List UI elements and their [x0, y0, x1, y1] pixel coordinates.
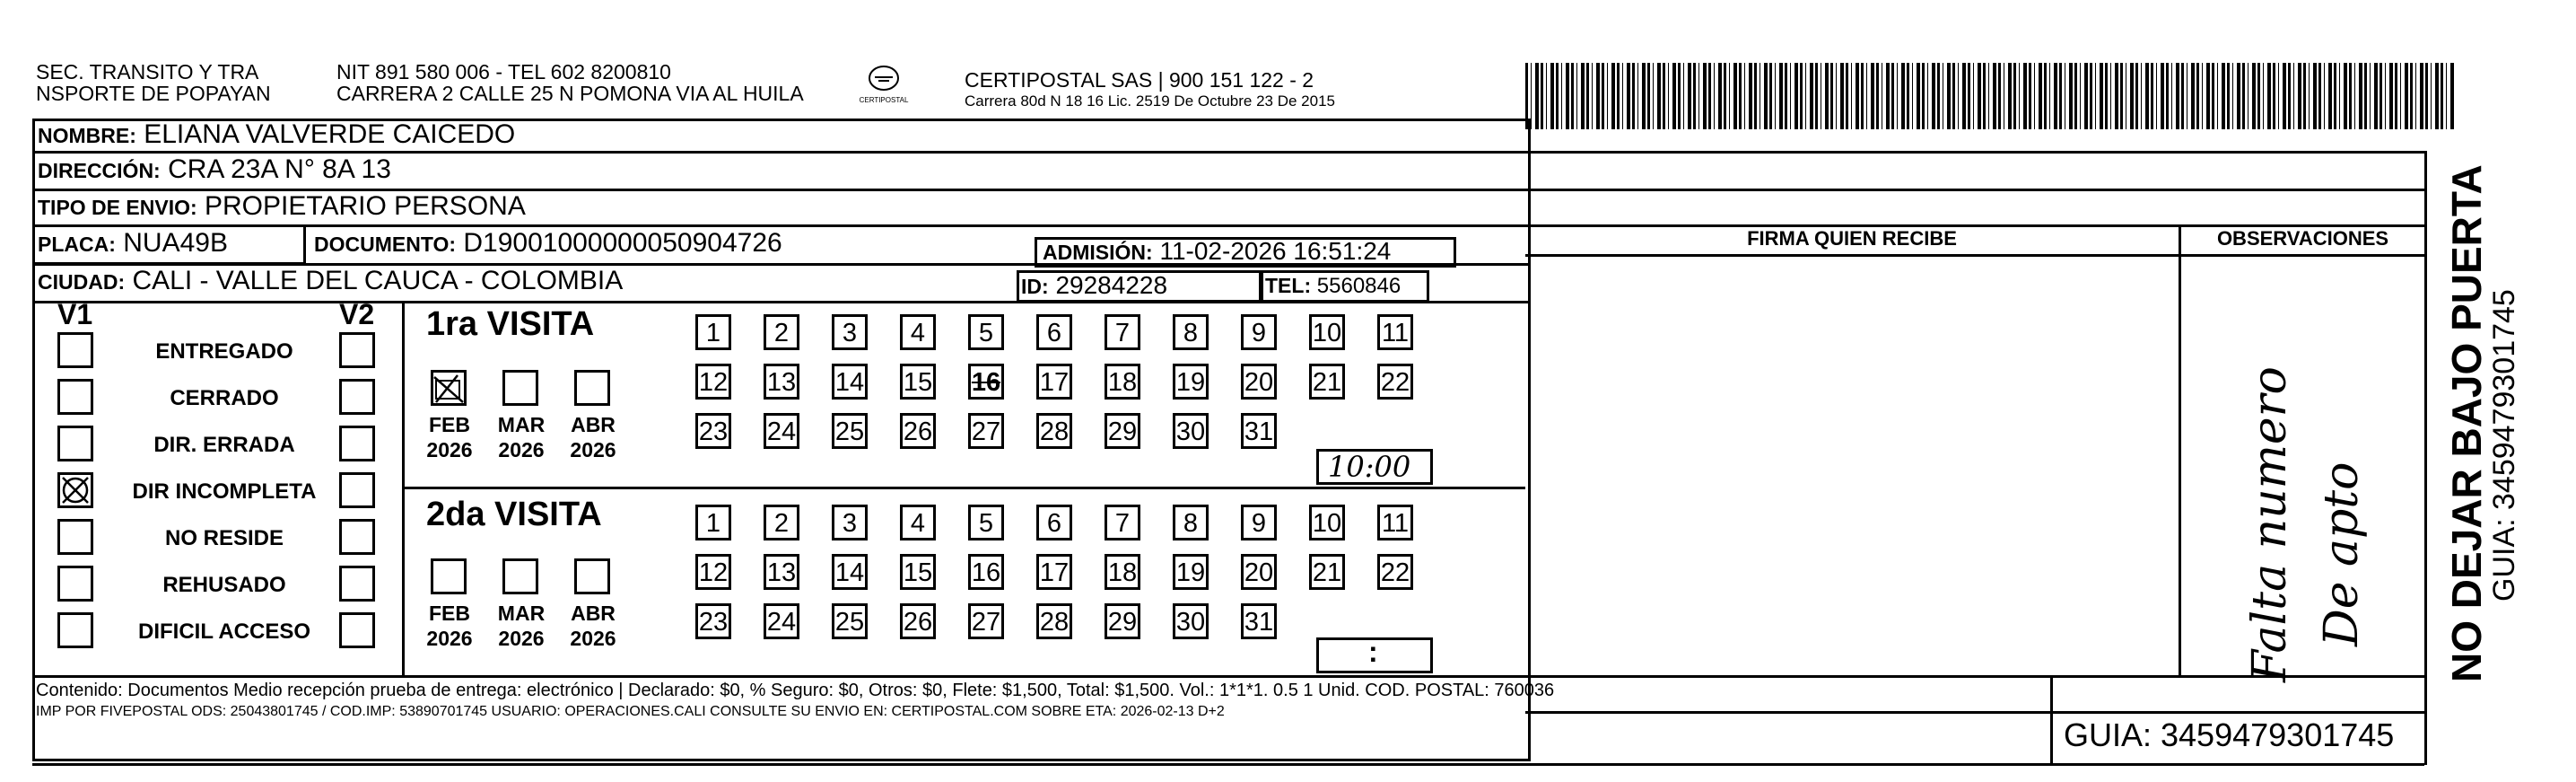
day-cell[interactable]: 18 [1105, 554, 1140, 590]
month-name: FEB [429, 602, 470, 625]
placa-value: NUA49B [123, 228, 228, 258]
month-name: MAR [497, 602, 546, 625]
ciudad-field [38, 266, 623, 296]
v2-checkbox[interactable] [339, 332, 375, 368]
handwritten-note-line-1: Falta numero [2243, 366, 2297, 682]
direccion-field [38, 154, 391, 185]
handwritten-note-line-2: De apto [2315, 461, 2369, 646]
certipostal-logo [843, 65, 924, 111]
sender-contact-block [336, 61, 804, 104]
tel-label: TEL: [1265, 274, 1312, 297]
day-cell[interactable]: 9 [1241, 505, 1277, 540]
first-visit-title: 1ra VISITA [426, 305, 595, 343]
v2-label: V2 [339, 298, 375, 330]
month-year: 2026 [570, 438, 616, 461]
day-cell[interactable]: 27 [968, 413, 1004, 449]
second-visit-title: 2da VISITA [426, 496, 602, 533]
day-cell[interactable]: 24 [764, 413, 799, 449]
month-year: 2026 [498, 438, 545, 461]
month-year: 2026 [426, 627, 473, 650]
month-checkbox[interactable] [502, 370, 538, 406]
observaciones-label: OBSERVACIONES [2216, 227, 2389, 250]
id-field [1021, 271, 1167, 300]
day-cell[interactable]: 13 [764, 364, 799, 400]
tipo-envio-field [38, 191, 526, 222]
day-cell[interactable]: 15 [900, 364, 936, 400]
day-cell[interactable]: 12 [695, 554, 731, 590]
day-cell[interactable]: 13 [764, 554, 799, 590]
direccion-value: CRA 23A N° 8A 13 [168, 154, 391, 184]
day-cell[interactable]: 14 [832, 554, 868, 590]
day-cell[interactable]: 11 [1377, 314, 1413, 350]
day-cell[interactable]: 17 [1036, 364, 1072, 400]
ciudad-value: CALI - VALLE DEL CAUCA - COLOMBIA [132, 266, 624, 295]
day-cell[interactable]: 6 [1036, 505, 1072, 540]
id-value: 29284228 [1055, 271, 1168, 299]
nombre-value: ELIANA VALVERDE CAICEDO [144, 119, 516, 149]
day-cell[interactable]: 14 [832, 364, 868, 400]
day-cell[interactable]: 22 [1377, 364, 1413, 400]
day-cell[interactable]: 1 [695, 314, 731, 350]
status-label: DIR INCOMPLETA [132, 479, 317, 504]
v1-checkbox[interactable] [57, 379, 93, 415]
sender-line-2: NSPORTE DE POPAYAN [36, 82, 271, 105]
day-cell[interactable]: 9 [1241, 314, 1277, 350]
nombre-field [38, 119, 515, 150]
day-cell[interactable]: 1 [695, 505, 731, 540]
rule-guia [2050, 675, 2053, 765]
day-cell[interactable]: 28 [1036, 603, 1072, 639]
day-cell[interactable]: 4 [900, 505, 936, 540]
sender-block [36, 61, 271, 104]
day-cell[interactable]: 25 [832, 413, 868, 449]
v1-checkbox[interactable] [57, 519, 93, 555]
admision-value: 11-02-2026 16:51:24 [1159, 237, 1392, 265]
imp-line: IMP POR FIVEPOSTAL ODS: 25043801745 / COD.IMP: 53890701745 USUARIO: OPERACIONES.CALI CONSULTE SU ENVIO EN: CERTIPOSTAL.COM SOBRE ETA: 2026-02-13 D+2 [36, 704, 1225, 719]
sender-line-1: SEC. TRANSITO Y TRA [36, 60, 259, 83]
tipo-envio-value: PROPIETARIO PERSONA [204, 191, 526, 221]
month-name: ABR [571, 413, 616, 436]
id-label: ID: [1021, 275, 1049, 298]
month-year: 2026 [426, 438, 473, 461]
day-cell[interactable]: 7 [1105, 314, 1140, 350]
v2-checkbox[interactable] [339, 519, 375, 555]
day-cell[interactable]: 10 [1309, 505, 1345, 540]
footer-guia: GUIA: 3459479301745 [2064, 716, 2395, 753]
rule-obs [2179, 224, 2181, 675]
day-cell[interactable]: 29 [1105, 603, 1140, 639]
status-label: CERRADO [170, 386, 279, 410]
check-mark-icon [431, 370, 467, 406]
month-checkbox[interactable] [574, 370, 610, 406]
placa-label: PLACA: [38, 233, 116, 256]
v2-checkbox[interactable] [339, 566, 375, 602]
nit-line: NIT 891 580 006 - TEL 602 8200810 [336, 60, 671, 83]
status-label: DIFICIL ACCESO [137, 619, 310, 644]
day-cell[interactable]: 26 [900, 603, 936, 639]
day-cell[interactable]: 17 [1036, 554, 1072, 590]
status-label: NO RESIDE [164, 526, 284, 550]
day-cell[interactable]: 10 [1309, 314, 1345, 350]
day-cell[interactable]: 8 [1173, 505, 1209, 540]
day-cell[interactable]: 2 [764, 505, 799, 540]
status-label: REHUSADO [162, 573, 286, 597]
day-cell[interactable]: 3 [832, 314, 868, 350]
rule-sig-head [1525, 254, 2424, 257]
day-cell[interactable]: 21 [1309, 364, 1345, 400]
day-cell[interactable]: 19 [1173, 554, 1209, 590]
sender-address-line: CARRERA 2 CALLE 25 N POMONA VIA AL HUILA [336, 82, 804, 105]
v1-label: V1 [57, 298, 93, 330]
day-cell[interactable]: 6 [1036, 314, 1072, 350]
admision-field [1043, 237, 1391, 266]
company-address: Carrera 80d N 18 16 Lic. 2519 De Octubre 23 De 2015 [965, 92, 1335, 110]
day-cell[interactable]: 7 [1105, 505, 1140, 540]
rule-visits [402, 487, 1525, 489]
day-cell[interactable]: 12 [695, 364, 731, 400]
month-checkbox[interactable] [502, 558, 538, 594]
placa-field [38, 228, 228, 259]
status-label: DIR. ERRADA [153, 433, 295, 457]
month-name: FEB [429, 413, 470, 436]
day-cell[interactable]: 31 [1241, 603, 1277, 639]
day-cell[interactable]: 2 [764, 314, 799, 350]
tel-field [1265, 274, 1401, 299]
contenido-line: Contenido: Documentos Medio recepción prueba de entrega: electrónico | Declarado: $0, % Seguro: $0, Otros: $0, Flete: $1,500, Total: $1,500. Vol.: 1*1*1. 0.5 1 Unid. COD. POSTAL: 760036 [36, 681, 1555, 700]
company-block [965, 68, 1335, 111]
rule-bottom [32, 763, 2424, 766]
month-name: MAR [497, 413, 546, 436]
day-cell[interactable]: 27 [968, 603, 1004, 639]
rule-right [2424, 151, 2427, 765]
tipo-envio-label: TIPO DE ENVIO: [38, 196, 197, 219]
day-cell[interactable]: 30 [1173, 413, 1209, 449]
documento-field [314, 228, 782, 259]
ciudad-label: CIUDAD: [38, 270, 126, 294]
rule-7 [1525, 711, 2424, 714]
day-cell[interactable]: 30 [1173, 603, 1209, 639]
direccion-label: DIRECCIÓN: [38, 159, 161, 182]
rule-1 [32, 151, 2424, 154]
day-cell[interactable]: 5 [968, 505, 1004, 540]
day-cell[interactable]: 16 [968, 554, 1004, 590]
day-cell[interactable]: 11 [1377, 505, 1413, 540]
v1-checkbox[interactable] [57, 566, 93, 602]
documento-label: DOCUMENTO: [314, 233, 457, 256]
month-name: ABR [571, 602, 616, 625]
v2-checkbox[interactable] [339, 612, 375, 648]
day-cell[interactable]: 31 [1241, 413, 1277, 449]
v1-checkbox[interactable] [57, 332, 93, 368]
documento-value: D19001000000050904726 [463, 228, 782, 258]
day-cell[interactable]: 24 [764, 603, 799, 639]
first-visit-time: 10:00 [1328, 450, 1411, 484]
v1-checkbox[interactable] [57, 472, 93, 508]
day-cell[interactable]: 26 [900, 413, 936, 449]
day-cell[interactable]: 23 [695, 413, 731, 449]
no-dejar-warning: NO DEJAR BAJO PUERTA [2443, 164, 2490, 682]
day-cell[interactable]: 8 [1173, 314, 1209, 350]
day-cell[interactable]: 29 [1105, 413, 1140, 449]
certipostal-logo-icon [868, 65, 900, 92]
day-cell[interactable]: 16 [968, 364, 1004, 400]
v1-checkbox[interactable] [57, 612, 93, 648]
day-cell[interactable]: 22 [1377, 554, 1413, 590]
guia-vertical: GUIA: 3459479301745 [2487, 289, 2521, 602]
day-cell[interactable]: 28 [1036, 413, 1072, 449]
day-cell[interactable]: 15 [900, 554, 936, 590]
second-visit-time: : [1368, 636, 1378, 668]
tel-value: 5560846 [1316, 274, 1402, 298]
month-checkbox[interactable] [574, 558, 610, 594]
v2-checkbox[interactable] [339, 379, 375, 415]
month-year: 2026 [498, 627, 545, 650]
logo-caption: CERTIPOSTAL [859, 96, 909, 104]
v2-checkbox[interactable] [339, 472, 375, 508]
day-cell[interactable]: 20 [1241, 554, 1277, 590]
day-cell[interactable]: 4 [900, 314, 936, 350]
day-cell[interactable]: 21 [1309, 554, 1345, 590]
check-mark-icon [57, 472, 93, 508]
admision-label: ADMISIÓN: [1043, 241, 1153, 264]
day-cell[interactable]: 23 [695, 603, 731, 639]
day-cell[interactable]: 3 [832, 505, 868, 540]
day-cell[interactable]: 25 [832, 603, 868, 639]
v1-checkbox[interactable] [57, 426, 93, 461]
day-cell[interactable]: 19 [1173, 364, 1209, 400]
day-cell[interactable]: 18 [1105, 364, 1140, 400]
company-line: CERTIPOSTAL SAS | 900 151 122 - 2 [965, 68, 1314, 92]
rule-6 [32, 675, 2424, 678]
month-checkbox[interactable] [431, 370, 467, 406]
nombre-label: NOMBRE: [38, 124, 136, 147]
month-checkbox[interactable] [431, 558, 467, 594]
day-cell[interactable]: 5 [968, 314, 1004, 350]
month-year: 2026 [570, 627, 616, 650]
barcode [1525, 63, 2454, 129]
v2-checkbox[interactable] [339, 426, 375, 461]
status-label: ENTREGADO [155, 339, 293, 364]
firma-label: FIRMA QUIEN RECIBE [1747, 227, 1957, 250]
day-cell[interactable]: 20 [1241, 364, 1277, 400]
